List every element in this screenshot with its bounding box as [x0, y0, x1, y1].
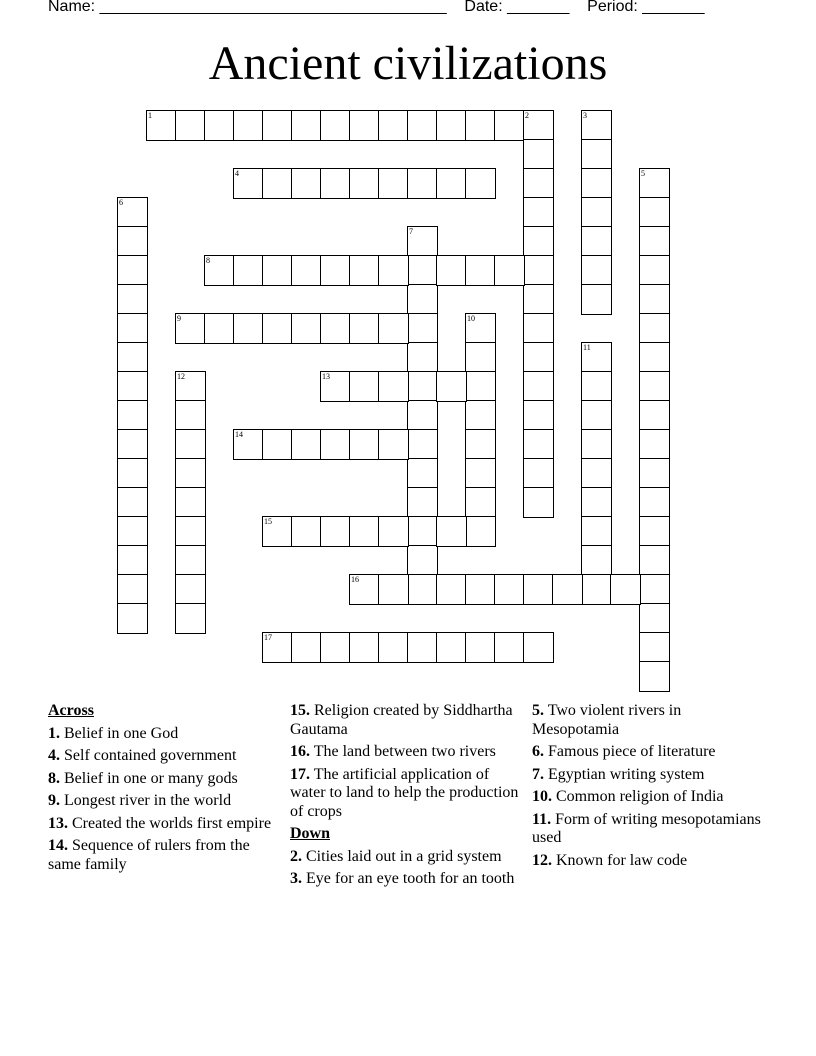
clue-item-text: Form of writing mesopotamians used	[532, 810, 761, 846]
crossword-cell[interactable]	[175, 371, 206, 402]
crossword-cell[interactable]	[349, 516, 380, 547]
crossword-cell[interactable]	[465, 487, 496, 518]
crossword-cell[interactable]	[262, 110, 293, 141]
clue-number: 17	[264, 633, 272, 642]
crossword-cell[interactable]	[407, 110, 438, 141]
clue-item-text: Created the worlds first empire	[72, 814, 272, 832]
crossword-cell[interactable]	[407, 226, 438, 257]
crossword-cell[interactable]	[581, 574, 612, 605]
crossword-cell[interactable]	[523, 632, 554, 663]
clue-number: 11	[583, 343, 591, 352]
crossword-cell[interactable]	[378, 574, 409, 605]
clue-number: 10	[467, 314, 475, 323]
crossword-cell[interactable]	[494, 574, 525, 605]
clue-item-text: The artificial application of water to land to help the production of crops	[290, 765, 519, 820]
crossword-cell[interactable]	[407, 458, 438, 489]
clue-item-number: 10.	[532, 788, 552, 805]
clue-item	[532, 852, 772, 871]
clue-item-number: 4.	[48, 747, 60, 764]
clue-item-number: 8.	[48, 769, 60, 787]
crossword-cell[interactable]	[175, 313, 206, 344]
crossword-cell[interactable]	[233, 255, 264, 286]
crossword-cell[interactable]	[581, 342, 612, 373]
crossword-cell[interactable]	[117, 516, 148, 547]
crossword-cell[interactable]	[465, 342, 496, 373]
crossword-cell[interactable]	[262, 313, 293, 344]
crossword-cell[interactable]	[320, 313, 351, 344]
crossword-cell[interactable]	[262, 632, 293, 663]
crossword-cell[interactable]	[407, 371, 438, 402]
clue-item-number: 9.	[48, 792, 60, 809]
crossword-cell[interactable]	[117, 371, 148, 402]
crossword-cell[interactable]	[581, 226, 612, 257]
crossword-cell[interactable]	[523, 110, 554, 141]
crossword-cell[interactable]	[523, 487, 554, 518]
crossword-cell[interactable]	[320, 516, 351, 547]
crossword-cell[interactable]	[465, 516, 496, 547]
crossword-cell[interactable]	[581, 110, 612, 141]
clue-item-text: Known for law code	[556, 851, 688, 869]
crossword-cell[interactable]	[117, 545, 148, 576]
clue-item	[532, 788, 772, 807]
crossword-cell[interactable]	[581, 400, 612, 431]
crossword-cell[interactable]	[581, 284, 612, 315]
crossword-cell[interactable]	[175, 458, 206, 489]
clue-item	[290, 870, 522, 889]
crossword-cell[interactable]	[639, 197, 670, 228]
clue-column-2	[290, 702, 522, 893]
crossword-cell[interactable]	[639, 313, 670, 344]
clue-item-text: Self contained government	[64, 747, 237, 764]
clue-item-text: Belief in one God	[64, 724, 179, 742]
clue-number: 15	[264, 517, 272, 526]
clue-number: 5	[641, 169, 645, 178]
crossword-cell[interactable]	[175, 110, 206, 141]
clue-number: 7	[409, 227, 413, 236]
crossword-cell[interactable]	[407, 255, 438, 286]
clue-item	[48, 725, 280, 744]
crossword-cell[interactable]	[639, 429, 670, 460]
crossword-cell[interactable]	[465, 255, 496, 286]
crossword-cell[interactable]	[523, 574, 554, 605]
crossword-cell[interactable]	[465, 168, 496, 199]
crossword-cell[interactable]	[117, 487, 148, 518]
crossword-cell[interactable]	[262, 168, 293, 199]
crossword-cell[interactable]	[291, 516, 322, 547]
crossword-cell[interactable]	[378, 429, 409, 460]
crossword-cell[interactable]	[407, 632, 438, 663]
crossword-cell[interactable]	[523, 197, 554, 228]
crossword-cell[interactable]	[117, 574, 148, 605]
crossword-cell[interactable]	[117, 255, 148, 286]
crossword-cell[interactable]	[291, 255, 322, 286]
clue-section-heading: Down	[290, 825, 331, 842]
crossword-cell[interactable]	[436, 574, 467, 605]
clue-number: 12	[177, 372, 185, 381]
crossword-cell[interactable]	[436, 255, 467, 286]
crossword-cell[interactable]	[262, 429, 293, 460]
clue-number: 3	[583, 111, 587, 120]
clue-item-number: 6.	[532, 743, 544, 760]
crossword-cell[interactable]	[175, 400, 206, 431]
crossword-cell[interactable]	[349, 313, 380, 344]
crossword-cell[interactable]	[117, 313, 148, 344]
crossword-cell[interactable]	[320, 168, 351, 199]
crossword-cell[interactable]	[291, 313, 322, 344]
clue-column-3	[532, 702, 772, 874]
clue-item	[532, 702, 772, 739]
crossword-cell[interactable]	[117, 603, 148, 634]
crossword-cell[interactable]	[610, 574, 641, 605]
crossword-cell[interactable]	[639, 371, 670, 402]
crossword-cell[interactable]	[320, 632, 351, 663]
crossword-cell[interactable]	[581, 371, 612, 402]
crossword-cell[interactable]	[407, 342, 438, 373]
crossword-cell[interactable]	[407, 284, 438, 315]
crossword-cell[interactable]	[117, 197, 148, 228]
clue-column-1	[48, 702, 280, 878]
crossword-cell[interactable]	[175, 603, 206, 634]
crossword-cell[interactable]	[349, 574, 380, 605]
clue-number: 8	[206, 256, 210, 265]
page-title: Ancient civilizations	[208, 37, 608, 90]
crossword-cell[interactable]	[523, 371, 554, 402]
crossword-cell[interactable]	[639, 661, 670, 692]
crossword-cell[interactable]	[494, 110, 525, 141]
crossword-cell[interactable]	[407, 313, 438, 344]
crossword-cell[interactable]	[552, 574, 583, 605]
clue-item-number: 14.	[48, 837, 68, 854]
crossword-cell[interactable]	[465, 458, 496, 489]
crossword-cell[interactable]	[378, 371, 409, 402]
crossword-cell[interactable]	[436, 632, 467, 663]
crossword-cell[interactable]	[523, 226, 554, 257]
clue-item	[290, 743, 522, 762]
clue-item-text: Egyptian writing system	[548, 765, 705, 783]
clue-item	[532, 766, 772, 785]
crossword-cell[interactable]	[349, 255, 380, 286]
crossword-cell[interactable]	[378, 313, 409, 344]
clue-item-number: 17.	[290, 765, 310, 783]
crossword-cell[interactable]	[581, 139, 612, 170]
crossword-cell[interactable]	[175, 487, 206, 518]
crossword-cell[interactable]	[407, 168, 438, 199]
clue-item-number: 1.	[48, 724, 60, 742]
crossword-cell[interactable]	[291, 632, 322, 663]
crossword-cell[interactable]	[639, 487, 670, 518]
crossword-cell[interactable]	[581, 487, 612, 518]
clue-number: 6	[119, 198, 123, 207]
crossword-cell[interactable]	[494, 632, 525, 663]
crossword-cell[interactable]	[639, 458, 670, 489]
clue-item	[48, 815, 280, 834]
clue-item	[48, 770, 280, 789]
crossword-cell[interactable]	[291, 110, 322, 141]
clue-item-text: Famous piece of literature	[548, 743, 716, 760]
crossword-cell[interactable]	[262, 516, 293, 547]
clue-section-heading: Across	[48, 702, 94, 719]
crossword-cell[interactable]	[465, 632, 496, 663]
clue-item-text: Belief in one or many gods	[64, 769, 238, 787]
crossword-cell[interactable]	[639, 574, 670, 605]
crossword-cell[interactable]	[465, 429, 496, 460]
crossword-cell[interactable]	[117, 400, 148, 431]
crossword-cell[interactable]	[204, 255, 235, 286]
crossword-cell[interactable]	[117, 458, 148, 489]
crossword-cell[interactable]	[175, 545, 206, 576]
crossword-cell[interactable]	[523, 458, 554, 489]
crossword-cell[interactable]	[291, 429, 322, 460]
crossword-cell[interactable]	[581, 545, 612, 576]
clue-item-number: 11.	[532, 810, 552, 828]
clue-item-number: 12.	[532, 851, 552, 869]
crossword-cell[interactable]	[291, 168, 322, 199]
crossword-cell[interactable]	[175, 516, 206, 547]
crossword-cell[interactable]	[233, 168, 264, 199]
crossword-cell[interactable]	[436, 168, 467, 199]
crossword-cell[interactable]	[378, 255, 409, 286]
clue-item-number: 16.	[290, 743, 310, 760]
clue-item-number: 3.	[290, 870, 302, 887]
clue-item	[48, 747, 280, 766]
crossword-cell[interactable]	[523, 168, 554, 199]
crossword-cell[interactable]	[233, 313, 264, 344]
crossword-cell[interactable]	[523, 400, 554, 431]
crossword-cell[interactable]	[639, 545, 670, 576]
crossword-cell[interactable]	[233, 429, 264, 460]
clue-number: 1	[148, 111, 152, 120]
crossword-cell[interactable]	[349, 168, 380, 199]
crossword-cell[interactable]	[465, 371, 496, 402]
crossword-cell[interactable]	[639, 603, 670, 634]
clue-item-text: Eye for an eye tooth for an tooth	[306, 870, 515, 887]
crossword-cell[interactable]	[378, 632, 409, 663]
clue-item-text: Cities laid out in a grid system	[306, 847, 502, 865]
clue-item-number: 5.	[532, 702, 544, 719]
clue-item-text: Two violent rivers in Mesopotamia	[532, 702, 682, 738]
crossword-cell[interactable]	[465, 313, 496, 344]
crossword-cell[interactable]	[378, 110, 409, 141]
clue-item-text: Religion created by Siddhartha Gautama	[290, 702, 513, 738]
crossword-cell[interactable]	[436, 516, 467, 547]
clue-number: 13	[322, 372, 330, 381]
crossword-cell[interactable]	[262, 255, 293, 286]
clue-item-number: 7.	[532, 765, 544, 783]
clue-item	[290, 766, 522, 822]
clue-number: 2	[525, 111, 529, 120]
crossword-cell[interactable]	[407, 487, 438, 518]
crossword-cell[interactable]	[349, 429, 380, 460]
clue-item-text: Sequence of rulers from the same family	[48, 837, 250, 873]
clue-number: 14	[235, 430, 243, 439]
crossword-cell[interactable]	[175, 574, 206, 605]
crossword-cell[interactable]	[407, 429, 438, 460]
crossword-cell[interactable]	[204, 313, 235, 344]
clue-item	[290, 702, 522, 739]
crossword-cell[interactable]	[436, 110, 467, 141]
crossword-cell[interactable]	[639, 284, 670, 315]
crossword-cell[interactable]	[581, 168, 612, 199]
crossword-cell[interactable]	[523, 139, 554, 170]
clue-item	[48, 792, 280, 811]
crossword-cell[interactable]	[639, 342, 670, 373]
crossword-cell[interactable]	[320, 110, 351, 141]
crossword-cell[interactable]	[639, 632, 670, 663]
clue-item-number: 2.	[290, 847, 302, 865]
clue-number: 16	[351, 575, 359, 584]
crossword-cell[interactable]	[639, 168, 670, 199]
crossword-cell[interactable]	[146, 110, 177, 141]
crossword-cell[interactable]	[523, 429, 554, 460]
crossword-cell[interactable]	[581, 197, 612, 228]
clue-item-text: Longest river in the world	[64, 792, 232, 809]
crossword-cell[interactable]	[465, 400, 496, 431]
crossword-cell[interactable]	[523, 255, 554, 286]
crossword-cell[interactable]	[117, 429, 148, 460]
crossword-cell[interactable]	[320, 255, 351, 286]
crossword-cell[interactable]	[581, 458, 612, 489]
clue-item	[290, 848, 522, 867]
crossword-cell[interactable]	[581, 516, 612, 547]
crossword-cell[interactable]	[349, 632, 380, 663]
crossword-cell[interactable]	[494, 255, 525, 286]
crossword-cell[interactable]	[581, 429, 612, 460]
crossword-cell[interactable]	[349, 110, 380, 141]
clue-item-text: The land between two rivers	[313, 743, 496, 760]
crossword-cell[interactable]	[117, 342, 148, 373]
clue-item	[532, 811, 772, 848]
crossword-cell[interactable]	[175, 429, 206, 460]
crossword-cell[interactable]	[523, 284, 554, 315]
crossword-cell[interactable]	[639, 516, 670, 547]
clue-item	[532, 743, 772, 762]
crossword-cell[interactable]	[436, 371, 467, 402]
crossword-cell[interactable]	[204, 110, 235, 141]
crossword-cell[interactable]	[407, 574, 438, 605]
crossword-cell[interactable]	[407, 400, 438, 431]
clue-item-number: 15.	[290, 702, 310, 719]
crossword-cell[interactable]	[117, 226, 148, 257]
crossword-cell[interactable]	[639, 226, 670, 257]
clue-number: 4	[235, 169, 239, 178]
clue-number: 9	[177, 314, 181, 323]
crossword-cell[interactable]	[320, 429, 351, 460]
crossword-cell[interactable]	[581, 255, 612, 286]
clue-item-text: Common religion of India	[556, 788, 724, 805]
crossword-cell[interactable]	[378, 168, 409, 199]
crossword-cell[interactable]	[407, 516, 438, 547]
crossword-cell[interactable]	[407, 545, 438, 576]
crossword-cell[interactable]	[117, 284, 148, 315]
clue-item-number: 13.	[48, 814, 68, 832]
crossword-cell[interactable]	[233, 110, 264, 141]
crossword-cell[interactable]	[523, 342, 554, 373]
crossword-cell[interactable]	[320, 371, 351, 402]
crossword-cell[interactable]	[349, 371, 380, 402]
crossword-cell[interactable]	[465, 574, 496, 605]
crossword-cell[interactable]	[523, 313, 554, 344]
crossword-cell[interactable]	[465, 110, 496, 141]
crossword-cell[interactable]	[639, 400, 670, 431]
clue-item	[48, 837, 280, 874]
crossword-cell[interactable]	[378, 516, 409, 547]
crossword-cell[interactable]	[639, 255, 670, 286]
header-fields: Name: _______________________________________ Date: _______ Period: _______	[48, 0, 705, 15]
